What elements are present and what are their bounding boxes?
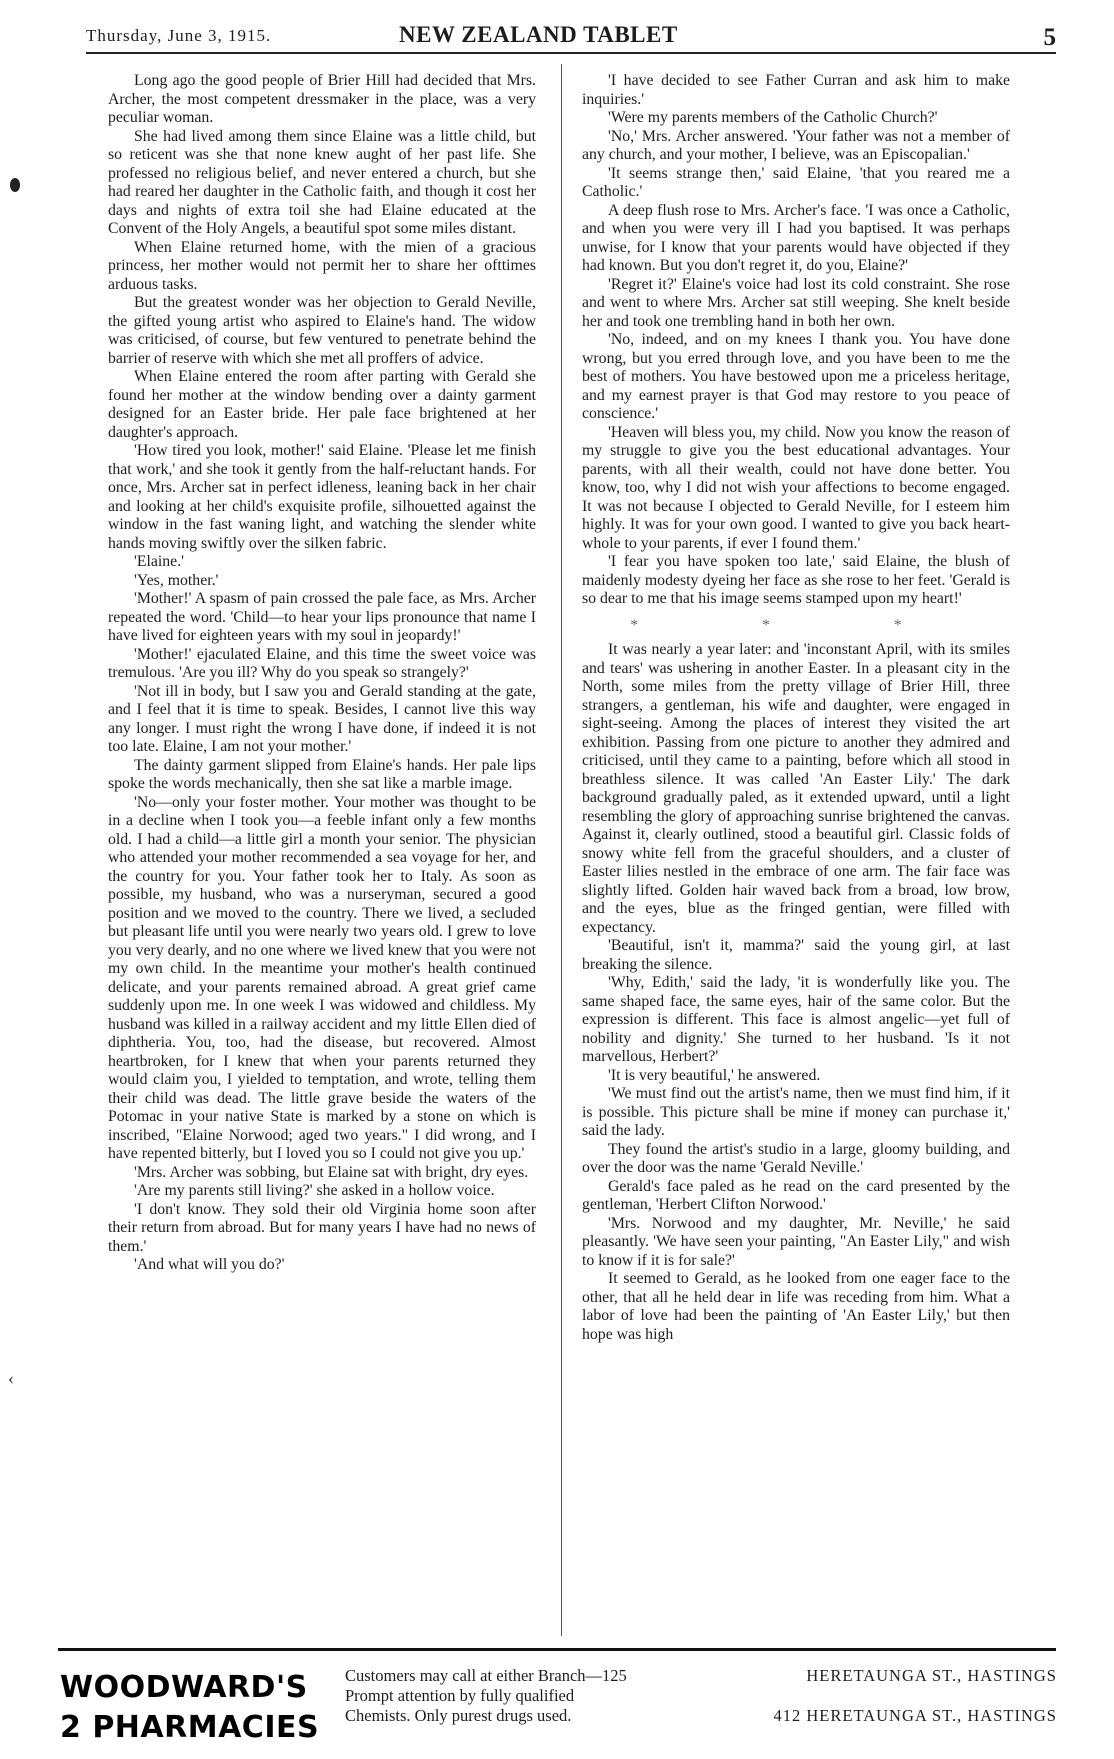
paragraph: 'I fear you have spoken too late,' said Elaine, the blush of maidenly modesty dyeing her face as she rose to her feet. 'Gerald is so dear to me that his image seems stamped upon my heart!' (582, 553, 1010, 607)
paragraph: 'It seems strange then,' said Elaine, 'that you reared me a Catholic.' (582, 164, 1010, 200)
page-header (86, 20, 1056, 50)
paragraph: Gerald's face paled as he read on the card presented by the gentleman, 'Herbert Clifton Norwood.' (582, 1177, 1010, 1213)
ad-row (345, 1666, 1057, 1686)
paragraph: But the greatest wonder was her objection to Gerald Neville, the gifted young artist who aspired to Elaine's hand. The widow was criticised, of course, but few ventured to penetrate behind the barrier of reserve with which she met all proffers of advice. (108, 294, 536, 367)
paragraph: 'I have decided to see Father Curran and ask him to make inquiries.' (582, 72, 1010, 108)
paragraph: A deep flush rose to Mrs. Archer's face. 'I was once a Catholic, and when you were very ill I had you baptised. It was perhaps unwise, for I know that your parents would have objected if they had known. But you don't regret it, do you, Elaine?' (582, 201, 1010, 274)
ad-row (345, 1706, 1057, 1726)
right-column (582, 72, 1010, 1612)
page-number: 5 (1043, 24, 1056, 51)
column-divider (561, 64, 562, 1636)
paragraph: 'And what will you do?' (134, 1256, 285, 1273)
paragraph: 'Not ill in body, but I saw you and Gerald standing at the gate, and I feel that it is time to speak. Besides, I cannot live this way any longer. I must right the wrong I have done, if indeed it is not too late. Elaine, I am not your mother.' (108, 682, 536, 755)
paragraph: 'No,' Mrs. Archer answered. 'Your father was not a member of any church, and your mother, I believe, was an Episcopalian.' (582, 127, 1010, 163)
paragraph: 'Mother!' A spasm of pain crossed the pale face, as Mrs. Archer repeated the word. 'Child—to hear your lips pronounce that name I have lived for eighteen years with my soul in jeopardy!' (108, 590, 536, 644)
masthead-title: NEW ZEALAND TABLET (399, 22, 678, 47)
paragraph: 'How tired you look, mother!' said Elaine. 'Please let me finish that work,' and she took it gently from the half-reluctant hands. For once, Mrs. Archer sat in perfect idleness, leaning back in her chair and looking at her child's exquisite profile, silhouetted against the window in the fast waning light, and watching the slender white hands moving swiftly over the silken fabric. (108, 442, 536, 552)
paragraph: 'Mother!' ejaculated Elaine, and this time the sweet voice was tremulous. 'Are you ill? Why do you speak so strangely?' (108, 645, 536, 681)
paragraph: 'Why, Edith,' said the lady, 'it is wonderfully like you. The same shaped face, the same eyes, hair of the same color. But the expression is different. This face is almost angelic—yet full of nobility and dignity.' She turned to her husband. 'Is it not marvellous, Herbert?' (582, 974, 1010, 1065)
paragraph: Long ago the good people of Brier Hill had decided that Mrs. Archer, the most competent dressmaker in the place, was a very peculiar woman. (108, 72, 536, 126)
paragraph: 'Mrs. Norwood and my daughter, Mr. Neville,' he said pleasantly. 'We have seen your painting, "An Easter Lily," and wish to know if it is for sale?' (582, 1214, 1010, 1269)
section-break-stars: * * * (630, 616, 962, 634)
ad-text-left: Chemists. Only purest drugs used. (345, 1706, 572, 1725)
ad-text-left: Prompt attention by fully qualified (345, 1686, 575, 1705)
paragraph: The dainty garment slipped from Elaine's hands. Her pale lips spoke the words mechanically, then she sat like a marble image. (108, 756, 536, 792)
paragraph: 'Beautiful, isn't it, mamma?' said the young girl, at last breaking the silence. (582, 937, 1010, 973)
paragraph: 'Mrs. Archer was sobbing, but Elaine sat with bright, dry eyes. (134, 1163, 529, 1181)
advertisement-brand (60, 1668, 319, 1748)
paragraph: 'No, indeed, and on my knees I thank you. You have done wrong, but you erred through love, and you have been to me the best of mothers. You have bestowed upon me a priceless heritage, and my earnest prayer is that God may restore to you peace of conscience.' (582, 331, 1010, 422)
header-rule (86, 52, 1056, 54)
ad-address: 412 HERETAUNGA ST., HASTINGS (773, 1706, 1057, 1725)
left-column (108, 72, 536, 1612)
footer-rule (58, 1648, 1056, 1651)
paragraph: 'Were my parents members of the Catholic Church?' (608, 109, 938, 126)
paragraph: 'Yes, mother.' (134, 571, 219, 589)
paragraph: 'No—only your foster mother. Your mother was thought to be in a decline when I took you—a feeble infant only a few months old. I had a child—a little girl a month your senior. The physician who attended your mother recommended a sea voyage for her, and the country for you. Your father took her to Italy. As soon as possible, my husband, who was a nurseryman, secured a good position and we moved to the country. There we lived, a secluded but pleasant life until you were nearly two years old. I grew to love you very dearly, and no one where we lived knew that you were not my own child. In the meantime your mother's health continued delicate, and your parents remained abroad. A great grief came suddenly upon me. In one week I was widowed and childless. My husband was killed in a railway accident and my little Ellen died of diphtheria. You, too, had the disease, but recovered. Almost heartbroken, for I knew that when your parents returned they would claim you, I yielded to temptation, and wrote, telling them their child was dead. The little grave beside the waters of the Potomac in your native State is marked by a stone on which is inscribed, "Elaine Norwood; aged two years." I did wrong, and I have repented bitterly, but I loved you so I could not give you up.' (108, 793, 536, 1162)
brand-line: 2 PHARMACIES (60, 1710, 320, 1745)
ad-address: HERETAUNGA ST., HASTINGS (806, 1666, 1057, 1685)
paragraph: It was nearly a year later: and 'inconstant April, with its smiles and tears' was ushering in another Easter. In a pleasant city in the North, some miles from the pretty village of Brier Hill, three strangers, a gentleman, his wife and daughter, were engaged in sight-seeing. Among the places of interest they visited the art exhibition. Passing from one picture to another they admired and criticised, until they came to a painting, before which all stood in breathless silence. It was called 'An Easter Lily.' The dark background gradually paled, as it extended upward, until a light resembling the glory of approaching sunrise brightened the canvas. Against it, clearly outlined, stood a beautiful girl. Classic folds of snowy white fell from the graceful shoulders, and a cluster of Easter lilies nestled in the embrace of one arm. The fair face was slightly lifted. Golden hair waved back from a broad, low brow, and the eyes, blue as the fringed gentian, were filled with expectancy. (582, 641, 1010, 936)
ad-text-left: Customers may call at either Branch—125 (345, 1666, 627, 1685)
paragraph: 'I don't know. They sold their old Virginia home soon after their return from abroad. But for many years I have had no news of them.' (108, 1200, 536, 1255)
margin-ink-blot (10, 178, 20, 192)
advertisement-text (345, 1666, 1057, 1726)
issue-date: Thursday, June 3, 1915. (86, 26, 272, 45)
margin-mark: ‹ (8, 1368, 14, 1388)
paragraph: When Elaine returned home, with the mien of a gracious princess, her mother would not permit her to share her ofttimes arduous tasks. (108, 238, 536, 293)
paragraph: 'Regret it?' Elaine's voice had lost its cold constraint. She rose and went to where Mrs. Archer sat still weeping. She knelt beside her and took one trembling hand in both her own. (582, 275, 1010, 330)
paragraph: 'Elaine.' (134, 553, 184, 570)
ad-row (345, 1686, 1057, 1706)
paragraph: 'Heaven will bless you, my child. Now you know the reason of my struggle to give you the best educational advantages. Your parents, with all their wealth, could not have done better. You know, too, why I did not wish your affections to become engaged. It was not because I objected to Gerald Neville, for I esteem him highly. It was for your own good. I wanted to give you back heart-whole to your parents, if ever I found them.' (582, 423, 1010, 552)
paragraph: When Elaine entered the room after parting with Gerald she found her mother at the window bending over a dainty garment designed for an Easter bride. Her pale face brightened at her daughter's approach. (108, 368, 536, 441)
paragraph: 'We must find out the artist's name, then we must find him, if it is possible. This picture shall be mine if money can purchase it,' said the lady. (582, 1085, 1010, 1139)
paragraph: 'It is very beautiful,' he answered. (608, 1066, 821, 1084)
paragraph: They found the artist's studio in a large, gloomy building, and over the door was the name 'Gerald Neville.' (582, 1140, 1010, 1176)
paragraph: 'Are my parents still living?' she asked in a hollow voice. (134, 1182, 495, 1199)
paragraph: She had lived among them since Elaine was a little child, but so reticent was she that none knew aught of her past life. She professed no religious belief, and never entered a church, but she had reared her daughter in the Catholic faith, and though it cost her days and nights of extra toil she had Elaine educated at the Convent of the Holy Angels, a beautiful spot some miles distant. (108, 127, 536, 237)
brand-line: WOODWARD'S (60, 1670, 308, 1705)
paragraph: It seemed to Gerald, as he looked from one eager face to the other, that all he held dear in life was receding from him. What a labor of love had been the painting of 'An Easter Lily,' but then hope was high (582, 1270, 1010, 1343)
